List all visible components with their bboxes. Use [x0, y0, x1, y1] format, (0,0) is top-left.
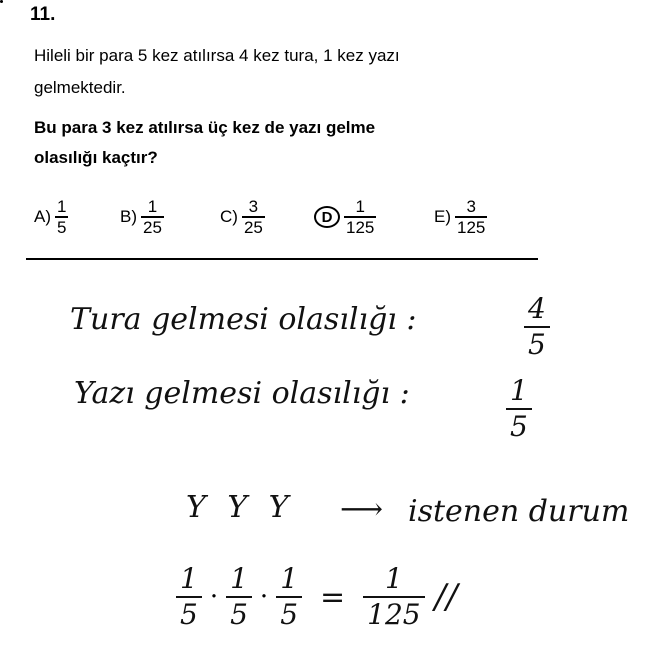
- calc-result-fraction: [363, 562, 424, 632]
- calc-dot-2: ·: [259, 582, 269, 612]
- choice-c-denominator: 25: [243, 218, 263, 237]
- choice-d-circled-label: D: [314, 206, 340, 228]
- question-text-line-1: Hileli bir para 5 kez atılırsa 4 kez tura, 1 kez yazı: [34, 46, 400, 65]
- calc-result-denominator: 125: [363, 596, 424, 632]
- choice-c[interactable]: [220, 192, 265, 242]
- calc-equals: =: [320, 579, 346, 615]
- handwriting-yyy: Y Y Y: [186, 490, 295, 525]
- calc-fraction-2-denominator: 5: [226, 596, 252, 632]
- choice-c-numerator: 3: [248, 197, 259, 216]
- calc-dot-1: ·: [209, 582, 219, 612]
- choice-b[interactable]: [120, 192, 164, 242]
- choice-a-numerator: 1: [57, 197, 67, 216]
- choice-b-label: B): [120, 207, 137, 226]
- question-prompt-line-1: Bu para 3 kez atılırsa üç kez de yazı gelme: [34, 118, 376, 137]
- handwriting-desired-case: istenen durum: [408, 494, 630, 529]
- handwriting-line-2-fraction: [506, 374, 532, 444]
- choice-b-denominator: 25: [143, 218, 162, 237]
- choice-e-label: E): [434, 207, 451, 226]
- choice-a-label: A): [34, 207, 51, 226]
- calc-fraction-2-numerator: 1: [230, 562, 248, 595]
- calc-fraction-1-numerator: 1: [180, 562, 198, 595]
- handwriting-line-2-denominator: 5: [506, 408, 532, 444]
- choice-e-fraction: [455, 197, 487, 237]
- choice-d-fraction: [344, 197, 376, 237]
- calc-result-numerator: 1: [384, 562, 403, 595]
- calc-fraction-1-denominator: 5: [176, 596, 202, 632]
- question-prompt-line-2: olasılığı kaçtır?: [34, 148, 158, 167]
- calc-fraction-3: [276, 562, 302, 632]
- choice-b-fraction: [141, 197, 164, 237]
- stray-dot: [0, 0, 3, 3]
- section-divider: [26, 258, 538, 260]
- calc-fraction-2: [226, 562, 252, 632]
- choice-c-fraction: [242, 197, 265, 237]
- handwriting-line-1-denominator: 5: [524, 326, 550, 362]
- handwriting-line-1: Tura gelmesi olasılığı :: [70, 302, 417, 337]
- choice-e-numerator: 3: [466, 197, 476, 216]
- choice-a[interactable]: [34, 192, 68, 242]
- choice-d-numerator: 1: [355, 197, 365, 216]
- question-text-line-2: gelmektedir.: [34, 78, 126, 97]
- choice-e-denominator: 125: [457, 218, 486, 237]
- choice-a-denominator: 5: [57, 218, 67, 237]
- calc-final-mark: //: [434, 577, 458, 617]
- choice-d-denominator: 125: [346, 218, 375, 237]
- arrow-icon: ⟶: [340, 492, 384, 527]
- handwriting-line-1-fraction: [524, 292, 550, 362]
- handwriting-line-1-numerator: 4: [528, 292, 546, 325]
- handwriting-line-2: Yazı gelmesi olasılığı :: [74, 376, 410, 411]
- choice-c-label: C): [220, 207, 238, 226]
- calc-fraction-3-denominator: 5: [276, 596, 302, 632]
- question-number: 11.: [30, 4, 56, 25]
- choice-e[interactable]: [434, 192, 487, 242]
- choice-d-selected[interactable]: [314, 192, 376, 242]
- calc-fraction-3-numerator: 1: [280, 562, 299, 595]
- choice-a-fraction: [55, 197, 68, 237]
- handwriting-line-2-numerator: 1: [510, 374, 528, 407]
- handwriting-calculation: [176, 562, 458, 632]
- calc-fraction-1: [176, 562, 202, 632]
- choice-b-numerator: 1: [147, 197, 158, 216]
